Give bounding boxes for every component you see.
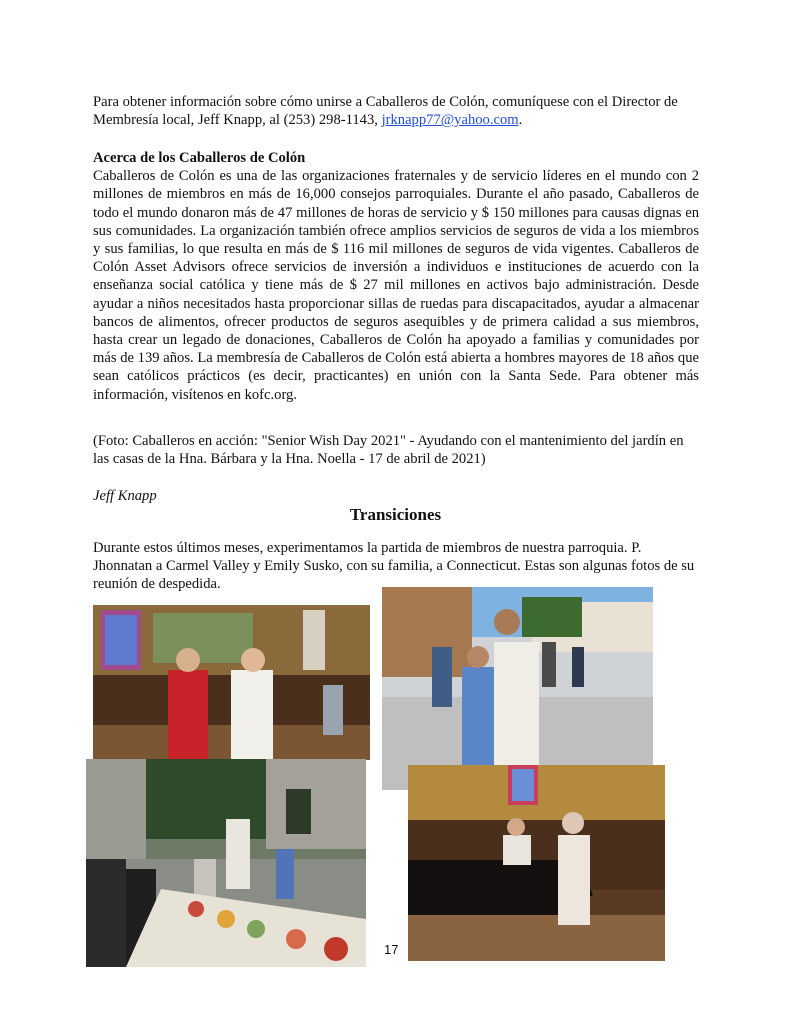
photo-farewell-outdoor: [382, 587, 653, 790]
about-section: [93, 149, 699, 404]
page-number: 17: [384, 942, 399, 957]
photo-farewell-interior: [93, 605, 370, 760]
email-link[interactable]: jrknapp77@yahoo.com: [381, 112, 519, 129]
photo-farewell-buffet: [86, 759, 366, 967]
transitions-paragraph: Durante estos últimos meses, experimentamos la partida de miembros de nuestra parroquia. P. Jhonnatan a Carmel Valley y Emily Susko, con su familia, a Connecticut. Estas son algunas fotos de su reunión de despedida.: [93, 540, 695, 593]
about-heading: Acerca de los Caballeros de Colón: [93, 150, 306, 166]
photo-farewell-piano: [408, 765, 665, 961]
about-body: Caballeros de Colón es una de las organizaciones fraternales y de servicio líderes en el mundo con 2 millones de miembros en más de 16,000 consejos parroquiales. Durante el año pasado, Caballeros de todo el mundo donaron más de 47 millones de horas de servicio y $ 150 millones para causas dignas en sus comunidades. La organización también ofrece amplios servicios de seguros de vida a los miembros y sus familias, lo que resulta en más de $ 116 mil millones de seguros de vida vigentes. Caballeros de Colón Asset Advisors ofrece servicios de inversión a individuos e instituciones de acuerdo con la enseñanza social católica y tiene más de $ 27 mil millones en activos bajo administración. Desde ayudar a niños necesitados hasta proporcionar sillas de ruedas para discapacitados, ayudar a almacenar bancos de alimentos, ofrecer productos de seguros asequibles y de primera calidad a sus miembros, hasta crear un legado de donaciones, Caballeros de Colón ha apoyado a familias y comunidades por más de 139 años. La membresía de Caballeros de Colón está abierta a hombres mayores de 18 años que sean católicos prácticos (es decir, practicantes) en unión con la Santa Sede. Para obtener más información, visítenos en kofc.org.: [93, 168, 699, 403]
contact-paragraph: [93, 93, 699, 129]
photo-caption: (Foto: Caballeros en acción: "Senior Wish Day 2021" - Ayudando con el mantenimiento del jardín en las casas de la Hna. Bárbara y la Hna. Noella - 17 de abril de 2021): [93, 433, 684, 468]
transitions-title: Transiciones: [349, 505, 442, 524]
contact-text: Para obtener información sobre cómo unirse a Caballeros de Colón, comuníquese con el Director de Membresía local, Jeff Knapp, al (253) 298-1143,: [93, 94, 678, 129]
author-signature: Jeff Knapp: [93, 488, 157, 504]
contact-end: .: [518, 112, 523, 129]
